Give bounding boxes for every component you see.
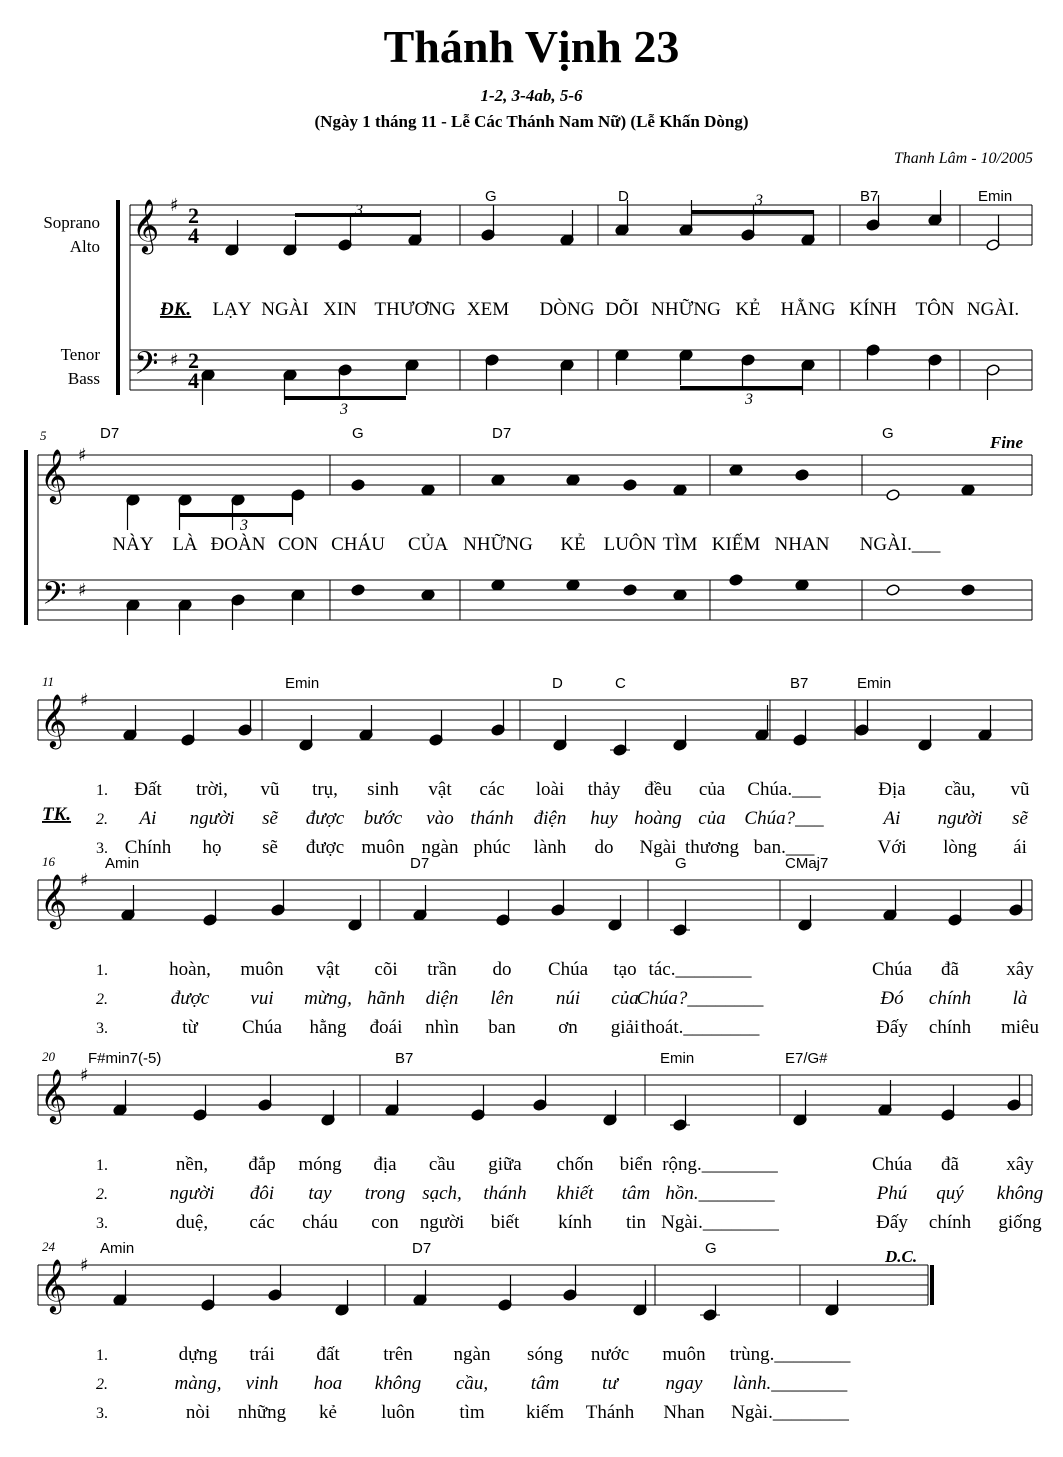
verse-lyric: 1.: [96, 962, 108, 979]
verse-lyric: đã: [941, 1154, 959, 1175]
chord-symbol: Emin: [978, 188, 1013, 205]
verse-lyric: sinh: [367, 779, 399, 800]
verse-lyric: chính: [928, 988, 972, 1009]
verse-lyric: xây: [1006, 1154, 1034, 1175]
verse-lyric: khiết: [556, 1183, 594, 1204]
chorus-lyric: HẰNG: [780, 299, 836, 320]
chorus-lyric: NGÀI.: [966, 299, 1020, 320]
verse-lyric: của: [698, 779, 726, 800]
chorus-lyric: KÍNH: [849, 299, 897, 320]
verse-lyric: sẽ: [262, 808, 278, 829]
verse-lyric: miêu: [1001, 1017, 1039, 1038]
verse-lyric: sạch,: [422, 1183, 462, 1204]
note: [961, 484, 975, 497]
verse-lyric: vũ: [1010, 779, 1030, 800]
sharp-icon: ♯: [80, 1255, 89, 1276]
verse-lyric: nền,: [175, 1154, 209, 1175]
chorus-lyric: KẺ: [735, 299, 761, 320]
verse-lyric: tâm: [621, 1183, 651, 1204]
bass-clef-icon: 𝄢: [42, 575, 67, 619]
chord-symbol: D7: [410, 855, 430, 872]
verse-lyric: Ai: [139, 808, 157, 829]
verse-lyric: thoát.________: [640, 1017, 760, 1038]
verse-lyric: kẻ: [319, 1402, 337, 1423]
verse-lyric: Với: [877, 837, 907, 858]
chord-symbol: Emin: [285, 675, 320, 692]
chorus-lyric: ĐOÀN: [210, 534, 266, 555]
verse-lyric: hoàn,: [169, 959, 211, 980]
chorus-lyric: LẠY: [212, 299, 252, 320]
verse-lyric: biết: [490, 1212, 520, 1233]
sharp-icon: ♯: [80, 690, 89, 711]
measure-number: 11: [42, 674, 55, 689]
chorus-lyric: KIẾM: [711, 534, 761, 555]
verse-lyric: bước: [363, 808, 403, 829]
verse-lyric: do: [492, 959, 512, 980]
verse-lyric: diện: [425, 988, 459, 1009]
chord-symbol: D: [618, 188, 629, 205]
verse-lyric: cầu,: [944, 779, 976, 800]
sharp-icon: ♯: [78, 445, 87, 466]
verse-lyric: lành: [533, 837, 567, 858]
time-signature-top: 2: [188, 203, 199, 228]
triplet-mark: 3: [340, 401, 348, 418]
chorus-label: ĐK.: [160, 299, 192, 320]
note: [566, 579, 580, 592]
verse-lyric: Phú: [876, 1183, 908, 1204]
note: [623, 479, 637, 492]
verse-lyric: do: [594, 837, 614, 858]
verse-lyric: nước: [590, 1344, 630, 1365]
treble-clef-icon: 𝄞: [132, 198, 160, 252]
verse-lyric: tin: [625, 1212, 647, 1233]
verse-lyric: được: [305, 837, 345, 858]
treble-clef-icon: 𝄞: [40, 693, 68, 747]
verse-lyric: hằng: [309, 1017, 347, 1038]
chord-symbol: Amin: [100, 1240, 135, 1257]
chorus-lyric: NGÀI: [261, 299, 309, 320]
chord-symbol: G: [882, 425, 894, 442]
treble-clef-icon: 𝄞: [40, 448, 68, 502]
verse-lyric: tâm: [530, 1373, 560, 1394]
note: [795, 469, 809, 482]
note: [351, 584, 365, 597]
verse-lyric: địa: [373, 1154, 397, 1175]
sharp-icon: ♯: [170, 195, 179, 216]
note: [729, 464, 743, 477]
verse-lyric: Chúa: [547, 959, 589, 980]
verse-lyric: được: [170, 988, 210, 1009]
note: [961, 584, 975, 597]
chorus-lyric: TÌM: [662, 534, 698, 555]
verse-lyric: thảy: [587, 779, 621, 800]
score-text: [40, 188, 1043, 1423]
verse-lyric: Đấy: [876, 1212, 908, 1233]
note: [421, 589, 435, 602]
verse-lyric: Đất: [134, 779, 162, 800]
note: [566, 474, 580, 487]
note: [351, 479, 365, 492]
verse-lyric: muôn: [662, 1344, 706, 1365]
verse-lyric: quý: [936, 1183, 964, 1204]
occasion: (Ngày 1 tháng 11 - Lễ Các Thánh Nam Nữ) (Lễ Khấn Dòng): [314, 112, 749, 131]
chord-symbol: D7: [412, 1240, 432, 1257]
verse-lyric: ngàn: [421, 837, 459, 858]
verse-lyric: phúc: [473, 837, 511, 858]
verse-lyric: người: [937, 808, 983, 829]
note: [795, 579, 809, 592]
verse-lyric: 1.: [96, 1347, 108, 1364]
verse-lyric: vũ: [260, 779, 280, 800]
note: [421, 484, 435, 497]
verse-lyric: 2.: [96, 991, 108, 1008]
verse-lyric: huy: [590, 808, 618, 829]
chorus-lyric: NHỮNG: [651, 299, 721, 320]
verse-lyric: tay: [308, 1183, 332, 1204]
bass-clef-icon: 𝄢: [134, 345, 159, 389]
verse-lyric: ngàn: [453, 1344, 491, 1365]
chorus-lyric: XIN: [323, 299, 357, 320]
chorus-lyric: CHÁU: [331, 534, 385, 555]
verse-lyric: của: [611, 988, 639, 1009]
chorus-lyric: THƯƠNG: [374, 299, 456, 320]
verse-lyric: là: [1012, 988, 1028, 1009]
verse-lyric: Ngài.________: [731, 1402, 849, 1423]
verse-lyric: 3.: [96, 1020, 108, 1037]
verse-lyric: Chúa: [871, 1154, 913, 1175]
verse-lyric: Chúa.___: [747, 779, 821, 800]
chorus-lyric: XEM: [466, 299, 510, 320]
chorus-lyric: DÕI: [605, 299, 639, 320]
verse-numbers: 1-2, 3-4ab, 5-6: [480, 86, 583, 105]
note: [491, 579, 505, 592]
verse-lyric: tìm: [459, 1402, 485, 1423]
verse-lyric: rộng.________: [662, 1154, 778, 1175]
measure-number: 16: [42, 854, 55, 869]
verse-lyric: Nhan: [663, 1402, 705, 1423]
verse-lyric: 3.: [96, 840, 108, 857]
verse-lyric: chính: [928, 1017, 972, 1038]
verse-lyric: cõi: [374, 959, 398, 980]
chord-symbol: E7/G#: [785, 1050, 828, 1067]
verse-lyric: Thánh: [585, 1402, 635, 1423]
time-signature-bottom: 4: [188, 223, 199, 248]
verse-lyric: Đấy: [876, 1017, 908, 1038]
verse-lyric: luôn: [381, 1402, 415, 1423]
chorus-lyric: TÔN: [915, 299, 955, 320]
verse-lyric: Chúa: [241, 1017, 283, 1038]
chorus-lyric: LÀ: [172, 534, 198, 555]
verse-lyric: 2.: [96, 811, 108, 828]
verse-lyric: 2.: [96, 1376, 108, 1393]
verse-lyric: lên: [490, 988, 514, 1009]
verse-lyric: các: [249, 1212, 275, 1233]
verse-lyric: trụ,: [312, 779, 338, 800]
verse-lyric: 2.: [96, 1186, 108, 1203]
verse-lyric: 1.: [96, 782, 108, 799]
verse-lyric: duệ,: [175, 1212, 209, 1233]
verse-lyric: vào: [426, 808, 454, 829]
measure-number: 24: [42, 1239, 55, 1254]
chorus-lyric: LUÔN: [603, 534, 657, 555]
dc-marking: D.C.: [885, 1247, 918, 1266]
verse-lyric: thánh: [470, 808, 514, 829]
chord-symbol: G: [352, 425, 364, 442]
verse-lyric: nhìn: [425, 1017, 459, 1038]
verse-lyric: trên: [383, 1344, 413, 1365]
chord-symbol: B7: [395, 1050, 414, 1067]
verse-lyric: 3.: [96, 1215, 108, 1232]
verse-lyric: xây: [1006, 959, 1034, 980]
note: [886, 584, 900, 597]
verse-lyric: lành.________: [732, 1373, 848, 1394]
verse-lyric: điện: [533, 808, 567, 829]
verse-lyric: chốn: [556, 1154, 594, 1175]
verse-lyric: trong: [364, 1183, 406, 1204]
verse-lyric: ngay: [665, 1373, 703, 1394]
verse-lyric: 3.: [96, 1405, 108, 1422]
verse-lyric: dựng: [178, 1344, 218, 1365]
chord-symbol: D: [552, 675, 563, 692]
chord-symbol: D7: [100, 425, 120, 442]
verse-lyric: người: [419, 1212, 465, 1233]
sharp-icon: ♯: [78, 580, 87, 601]
note: [886, 489, 900, 502]
chorus-lyric: NHAN: [774, 534, 830, 555]
chord-symbol: CMaj7: [785, 855, 829, 872]
chorus-lyric: NÀY: [112, 534, 154, 555]
part-alto: Alto: [69, 237, 100, 256]
part-tenor: Tenor: [60, 345, 100, 364]
chord-symbol: G: [705, 1240, 717, 1257]
verse-lyric: không: [996, 1183, 1044, 1204]
verse-lyric: hồn.________: [665, 1183, 775, 1204]
verse-lyric: Chúa: [871, 959, 913, 980]
time-signature-top: 2: [188, 348, 199, 373]
verse-lyric: trùng.________: [729, 1344, 851, 1365]
verse-lyric: Địa: [878, 779, 906, 800]
verse-lyric: đôi: [249, 1183, 275, 1204]
verse-lyric: đều: [644, 779, 672, 800]
measure-number: 20: [42, 1049, 55, 1064]
part-soprano: Soprano: [43, 213, 100, 232]
verse-lyric: thánh: [483, 1183, 527, 1204]
verse-lyric: kính: [558, 1212, 592, 1233]
verse-lyric: người: [169, 1183, 215, 1204]
verse-lyric: ban: [488, 1017, 516, 1038]
verse-lyric: 1.: [96, 1157, 108, 1174]
verse-lyric: cầu,: [455, 1373, 489, 1394]
note: [623, 584, 637, 597]
verse-lyric: núi: [555, 988, 581, 1009]
chord-symbol: C: [615, 675, 626, 692]
verse-lyric: giữa: [488, 1154, 522, 1175]
chord-symbol: B7: [790, 675, 809, 692]
verse-lyric: tác.________: [648, 959, 752, 980]
verse-lyric: loài: [535, 779, 565, 800]
verse-lyric: hãnh: [367, 988, 405, 1009]
sharp-icon: ♯: [80, 870, 89, 891]
verse-lyric: tạo: [613, 959, 637, 980]
verse-lyric: được: [305, 808, 345, 829]
verse-lyric: đoái: [369, 1017, 403, 1038]
verse-lyric: những: [237, 1402, 287, 1423]
chord-symbol: G: [485, 188, 497, 205]
triplet-mark: 3: [240, 517, 248, 534]
chord-symbol: F#min7(-5): [88, 1050, 162, 1067]
verse-lyric: cháu: [302, 1212, 338, 1233]
verse-lyric: nòi: [185, 1402, 211, 1423]
verse-lyric: Chúa?___: [744, 808, 824, 829]
verse-lyric: của: [698, 808, 726, 829]
treble-clef-icon: 𝄞: [40, 1258, 68, 1312]
triplet-mark: 3: [755, 192, 763, 209]
chord-symbol: G: [675, 855, 687, 872]
verse-lyric: vật: [316, 959, 340, 980]
verse-lyric: Ai: [883, 808, 901, 829]
verse-lyric: Chúa?________: [636, 988, 764, 1009]
verse-lyric: không: [374, 1373, 422, 1394]
chord-symbol: D7: [492, 425, 512, 442]
verse-lyric: ái: [1013, 837, 1027, 858]
fine-marking: Fine: [990, 433, 1024, 452]
triplet-mark: 3: [745, 391, 753, 408]
triplet-mark: 3: [355, 202, 363, 219]
verse-lyric: tư: [602, 1373, 618, 1394]
verse-lyric: biển: [619, 1154, 653, 1175]
verse-lyric: trời,: [196, 779, 228, 800]
song-title: Thánh Vịnh 23: [383, 21, 680, 72]
verse-lyric: ơn: [558, 1017, 578, 1038]
verse-label: TK.: [42, 804, 72, 825]
verse-lyric: thương: [684, 837, 740, 858]
verse-lyric: Ngài: [639, 837, 677, 858]
verse-lyric: Đó: [880, 988, 904, 1009]
chord-symbol: Emin: [660, 1050, 695, 1067]
chorus-lyric: KẺ: [560, 534, 586, 555]
verse-lyric: Ngài.________: [661, 1212, 779, 1233]
composer: Thanh Lâm - 10/2005: [893, 150, 1033, 167]
chord-symbol: B7: [860, 188, 879, 205]
chord-symbol: Amin: [105, 855, 140, 872]
verse-lyric: lòng: [943, 837, 977, 858]
verse-lyric: đắp: [248, 1154, 276, 1175]
verse-lyric: hoa: [313, 1373, 343, 1394]
verse-lyric: muôn: [361, 837, 405, 858]
chorus-lyric: DÒNG: [539, 299, 595, 320]
note: [673, 484, 687, 497]
verse-lyric: ban.___: [753, 837, 815, 858]
treble-clef-icon: 𝄞: [40, 873, 68, 927]
verse-lyric: sóng: [527, 1344, 563, 1365]
verse-lyric: giống: [998, 1212, 1042, 1233]
time-signature-bottom: 4: [188, 368, 199, 393]
verse-lyric: Chính: [124, 837, 172, 858]
verse-lyric: đã: [941, 959, 959, 980]
verse-lyric: họ: [202, 837, 222, 858]
verse-lyric: kiếm: [526, 1402, 564, 1423]
chorus-lyric: NGÀI.___: [859, 534, 941, 555]
treble-clef-icon: 𝄞: [40, 1068, 68, 1122]
verse-lyric: vật: [428, 779, 452, 800]
verse-lyric: các: [479, 779, 505, 800]
verse-lyric: mừng,: [304, 988, 352, 1009]
verse-lyric: muôn: [240, 959, 284, 980]
sharp-icon: ♯: [80, 1065, 89, 1086]
verse-lyric: vinh: [245, 1373, 279, 1394]
verse-lyric: trần: [427, 959, 457, 980]
part-bass: Bass: [67, 369, 100, 388]
note: [673, 589, 687, 602]
verse-lyric: đất: [316, 1344, 340, 1365]
verse-lyric: từ: [182, 1017, 198, 1038]
chorus-lyric: CỦA: [407, 534, 449, 555]
chord-symbol: Emin: [857, 675, 892, 692]
chorus-lyric: NHỮNG: [463, 534, 533, 555]
verse-lyric: trái: [249, 1344, 275, 1365]
verse-lyric: màng,: [174, 1373, 222, 1394]
verse-lyric: hoàng: [634, 808, 682, 829]
verse-lyric: con: [371, 1212, 399, 1233]
verse-lyric: móng: [298, 1154, 342, 1175]
verse-lyric: người: [189, 808, 235, 829]
verse-lyric: chính: [928, 1212, 972, 1233]
measure-number: 5: [40, 428, 47, 443]
verse-lyric: sẽ: [262, 837, 278, 858]
note: [491, 474, 505, 487]
verse-lyric: vui: [250, 988, 274, 1009]
note: [729, 574, 743, 587]
chorus-lyric: CON: [277, 534, 319, 555]
verse-lyric: cầu: [428, 1154, 456, 1175]
sharp-icon: ♯: [170, 350, 179, 371]
verse-lyric: sẽ: [1012, 808, 1028, 829]
verse-lyric: giải: [610, 1017, 640, 1038]
